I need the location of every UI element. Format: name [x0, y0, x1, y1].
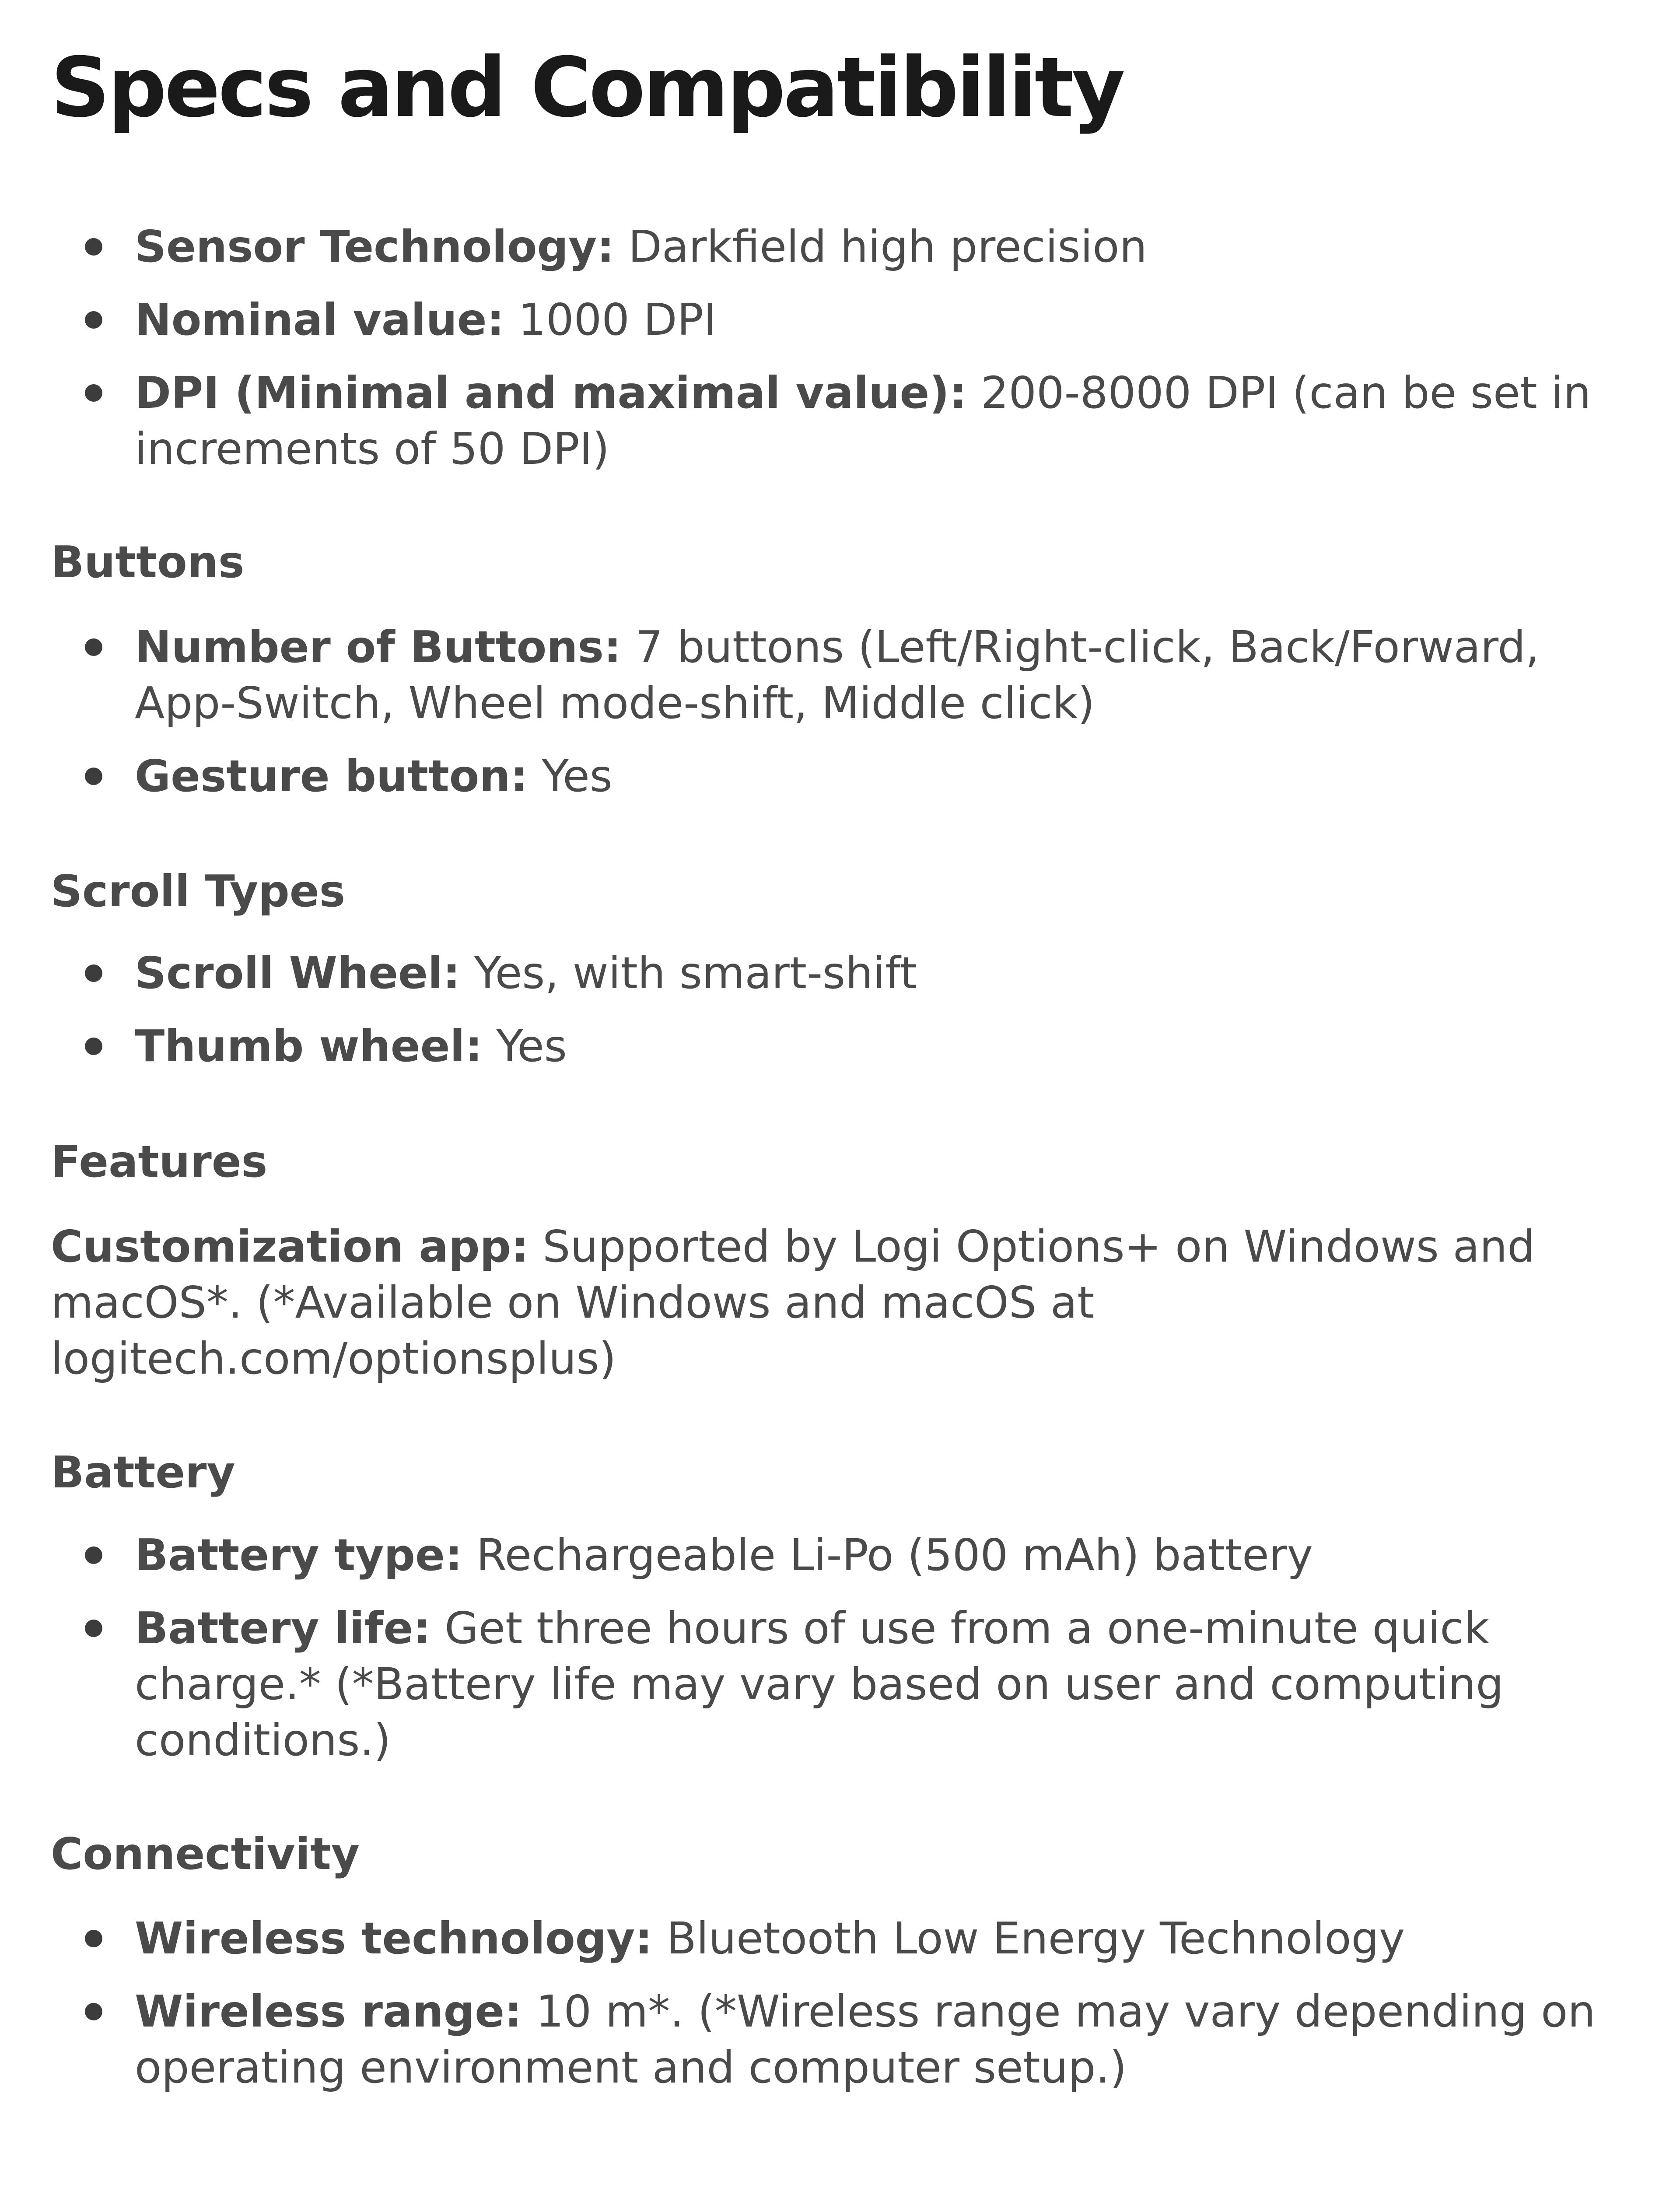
bullet-icon: [85, 1620, 102, 1637]
bullet-icon: [85, 768, 102, 785]
buttons-spec-list: [51, 619, 1626, 804]
section-heading-scroll-types: Scroll Types: [51, 866, 346, 917]
spec-item-dpi-range: [51, 365, 1626, 477]
bullet-icon: [85, 1546, 102, 1564]
spec-item-number-of-buttons: [51, 619, 1626, 731]
spec-value: 7 buttons (Left/Right-click, Back/Forward, App-Switch, Wheel mode-shift, Middle click): [135, 621, 1540, 729]
spec-value: 200-8000 DPI (can be set in increments of 50 DPI): [135, 367, 1591, 474]
spec-label: DPI (Minimal and maximal value):: [135, 367, 967, 418]
spec-item-gesture-button: [51, 748, 1626, 804]
scroll-spec-list: [51, 945, 1626, 1074]
spec-label: Nominal value:: [135, 294, 504, 345]
spec-label: Battery life:: [135, 1602, 431, 1654]
spec-value: 10 m*. (*Wireless range may vary depending on operating environment and computer setup.): [135, 1986, 1596, 2093]
bullet-icon: [85, 638, 102, 656]
spec-value: Yes: [496, 1020, 567, 1072]
section-heading-buttons: Buttons: [51, 536, 245, 588]
spec-item-nominal-value: [51, 292, 1626, 348]
spec-item-battery-type: [51, 1527, 1626, 1583]
bullet-icon: [85, 964, 102, 982]
spec-value: Darkfield high precision: [628, 221, 1147, 272]
spec-label: Battery type:: [135, 1529, 462, 1581]
bullet-icon: [85, 1930, 102, 1947]
sensor-spec-list: [51, 219, 1626, 477]
bullet-icon: [85, 384, 102, 402]
spec-value: Supported by Logi Options+ on Windows and macOS*. (*Available on Windows and macOS at logitech.com/optionsplus): [51, 1221, 1535, 1384]
page-title: Specs and Compatibility: [51, 40, 1124, 136]
spec-item-battery-life: [51, 1600, 1626, 1768]
spec-value: Rechargeable Li-Po (500 mAh) battery: [476, 1529, 1313, 1581]
spec-item-sensor-technology: [51, 219, 1626, 275]
spec-label: Number of Buttons:: [135, 621, 622, 673]
bullet-icon: [85, 2003, 102, 2020]
feature-customization-app: [51, 1219, 1608, 1387]
spec-value: Bluetooth Low Energy Technology: [666, 1913, 1405, 1964]
bullet-icon: [85, 238, 102, 256]
spec-label: Customization app:: [51, 1221, 529, 1272]
spec-item-wireless-range: [51, 1984, 1626, 2096]
spec-label: Thumb wheel:: [135, 1020, 483, 1072]
connectivity-spec-list: [51, 1911, 1626, 2096]
spec-label: Wireless range:: [135, 1986, 522, 2037]
spec-value: Yes: [542, 750, 612, 802]
section-heading-features: Features: [51, 1136, 268, 1187]
spec-item-thumb-wheel: [51, 1018, 1626, 1074]
bullet-icon: [85, 311, 102, 329]
spec-label: Sensor Technology:: [135, 221, 615, 272]
spec-label: Wireless technology:: [135, 1913, 653, 1964]
section-heading-connectivity: Connectivity: [51, 1828, 360, 1879]
spec-label: Scroll Wheel:: [135, 947, 461, 999]
spec-value: Yes, with smart-shift: [474, 947, 917, 999]
section-heading-battery: Battery: [51, 1447, 235, 1498]
spec-label: Gesture button:: [135, 750, 528, 802]
spec-value: 1000 DPI: [518, 294, 717, 345]
bullet-icon: [85, 1038, 102, 1055]
spec-item-wireless-technology: [51, 1911, 1626, 1967]
battery-spec-list: [51, 1527, 1626, 1768]
spec-item-scroll-wheel: [51, 945, 1626, 1001]
spec-value: Get three hours of use from a one-minute quick charge.* (*Battery life may vary based on user and computing conditions.): [135, 1602, 1504, 1766]
